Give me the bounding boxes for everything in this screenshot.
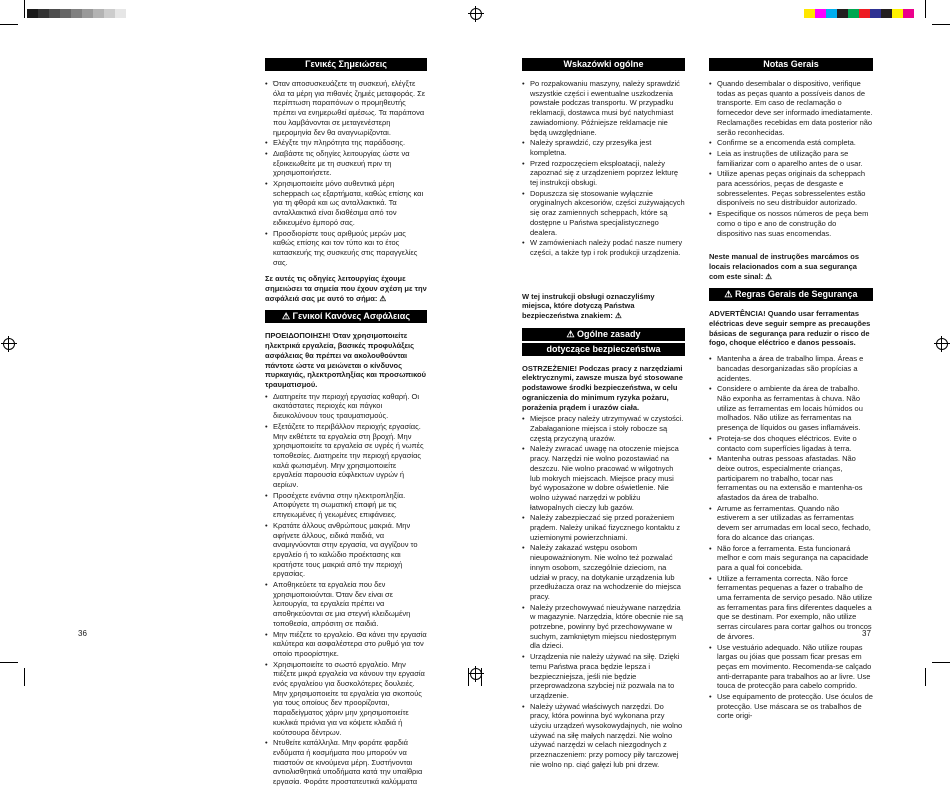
list-item: • Utilize a ferramenta correcta. Não force ferramentas pequenas a fazer o trabalho de uma ferramenta de serviço pesado. Não utilize as ferramentas para fins diferentes daqueles a que se destinam. Por exemplo, não utilize serras circulares para cortar galhos ou troncos de árvores. xyxy=(709,574,873,642)
crop-mark xyxy=(925,0,926,18)
greek-warning: ΠΡΟΕΙΔΟΠΟΙΗΣΗ! Όταν χρησιμοποιείτε ηλεκτρικά εργαλεία, βασικές προφυλάξεις ασφάλειας θα πρέπει να ακολουθούνται πάντοτε ώστε να μειώνεται ο κίνδυνος πυρκαγιάς, ηλεκτροπληξίας και προσωπικού τραυματισμού. xyxy=(265,331,426,389)
list-item: • Należy przechowywać nieużywane narzędzia w magazynie. Narzędzia, które obecnie nie są potrzebne, powinny być przechowywane w suchym, zamkniętym miejscu niedostępnym dla dzieci. xyxy=(522,603,685,652)
list-item: • Use equipamento de protecção. Use óculos de protecção. Use máscara se os trabalhos de corte origi- xyxy=(709,692,873,721)
greek-column xyxy=(265,58,427,787)
list-item: • Mantenha a área de trabalho limpa. Áreas e bancadas desorganizadas são propícias a acidentes. xyxy=(709,354,873,383)
list-item: • Use vestuário adequado. Não utilize roupas largas ou jóias que possam ficar presas em peças em movimento. Recomenda-se calçado anti-derrapante para trabalhos ao ar livre. Use touca de protecção para cabelo comprido. xyxy=(709,643,873,692)
color-swatch xyxy=(892,9,903,18)
greek-safety-note: Σε αυτές τις οδηγίες λειτουργίας έχουμε σημειώσει τα σημεία που έχουν σχέση με την ασφάλειά σας με αυτό το σήμα: ⚠ xyxy=(265,274,427,303)
list-item: • Μην πιέζετε το εργαλείο. Θα κάνει την εργασία καλύτερα και ασφαλέστερα στο ρυθμό για τον οποίο προορίστηκε. xyxy=(265,630,427,659)
list-item: • Ελέγξτε την πληρότητα της παράδοσης. xyxy=(265,138,427,148)
greek-general-notes-heading: Γενικές Σημειώσεις xyxy=(265,58,427,71)
list-item: • Proteja-se dos choques eléctricos. Evite o contacto com superfícies ligadas à terra. xyxy=(709,434,873,453)
list-item: • Mantenha outras pessoas afastadas. Não deixe outros, especialmente crianças, participarem no trabalho, tocar nas ferramentas ou na extensão e mantenha-os afastados da área de trabalho. xyxy=(709,454,873,503)
list-item: • Προσδιορίστε τους αριθμούς μερών μας καθώς επίσης και τον τύπο και το έτος κατασκευής της συσκευής στις παραγγελίες σας. xyxy=(265,229,427,268)
color-swatch xyxy=(38,9,49,18)
portuguese-safety-note: Neste manual de instruções marcámos os locais relacionados com a sua segurança com este sinal: ⚠ xyxy=(709,252,860,281)
portuguese-warning: ADVERTÊNCIA! Quando usar ferramentas eléctricas deve seguir sempre as precauções básicas de segurança para reduzir o risco de fogo, choque eléctrico e danos pessoais. xyxy=(709,309,871,348)
list-item: • Especifique os nossos números de peça bem como o tipo e ano de construção do dispositivo nas suas encomendas. xyxy=(709,209,873,238)
crop-mark xyxy=(481,668,482,686)
color-swatch xyxy=(49,9,60,18)
list-item: • Po rozpakowaniu maszyny, należy sprawdzić wszystkie części i ewentualne uszkodzenia powstałe podczas transportu. W przypadku reklamacji, dostawca musi być natychmiast zawiadomiony. Późniejsze reklamacje nie będą uwzględniane. xyxy=(522,79,685,137)
list-item: • Διατηρείτε την περιοχή εργασίας καθαρή. Οι ακατάστατες περιοχές και πάγκοι διευκολύνουν τους τραυματισμούς. xyxy=(265,392,427,421)
list-item: • Miejsce pracy należy utrzymywać w czystości. Zabałaganione miejsca i stoły robocze są częstą przyczyną urazów. xyxy=(522,414,685,443)
list-item: • Προσέχετε ενάντια στην ηλεκτροπληξία. Αποφύγετε τη σωματική επαφή με τις επιγειωμένες ή γειωμένες επιφάνειες. xyxy=(265,491,427,520)
color-swatch xyxy=(804,9,815,18)
portuguese-safety-rules-heading: ⚠ Regras Gerais de Segurança xyxy=(709,288,873,301)
color-swatch xyxy=(815,9,826,18)
list-item: • Arrume as ferramentas. Quando não estiverem a ser utilizadas as ferramentas devem ser arrumadas em local seco, fechado, fora do alcance das crianças. xyxy=(709,504,873,543)
color-swatch xyxy=(837,9,848,18)
list-item: • Urządzenia nie należy używać na siłę. Dzięki temu Państwa praca będzie lepsza i bezpieczniejsza, jeśli nie będzie przeprowadzona szybciej niż pozwala na to urządzenie. xyxy=(522,652,685,701)
list-item: • Należy używać właściwych narzędzi. Do pracy, która powinna być wykonana przy użyciu urządzeń wysokowydajnych, nie wolno używać na siłę małych narzędzi. Nie wolno używać narzędzi w celach niezgodnych z przeznaczeniem: przy pomocy piły tarczowej nie wolno np. ciąć gałęzi lub pni drzew. xyxy=(522,702,685,770)
list-item: • Należy zwracać uwagę na otoczenie miejsca pracy. Narzędzi nie wolno pozostawiać na deszczu. Nie wolno pracować w wilgotnych lub mokrych miejscach. Miejsce pracy musi być wyposażone w dobre oświetlenie. Nie wolno używać narzędzi w pobliżu łatwopalnych cieczy lub gazów. xyxy=(522,444,685,512)
list-item: • Leia as instruções de utilização para se familiarizar com o aparelho antes de o usar. xyxy=(709,149,873,168)
color-swatch xyxy=(881,9,892,18)
color-swatch xyxy=(93,9,104,18)
list-item: • Należy zabezpieczać się przed porażeniem prądem. Należy unikać fizycznego kontaktu z uziemionymi powierzchniami. xyxy=(522,513,685,542)
greek-safety-rules-heading: ⚠ Γενικοί Κανόνες Ασφάλειας xyxy=(265,310,427,323)
crop-mark xyxy=(24,0,25,18)
greek-safety-rules-list xyxy=(265,392,427,787)
polish-general-notes-heading: Wskazówki ogólne xyxy=(522,58,685,71)
color-swatch xyxy=(82,9,93,18)
color-swatch xyxy=(27,9,38,18)
list-item: • Przed rozpoczęciem eksploatacji, należy zapoznać się z urządzeniem poprzez lekturę tej instrukcji obsługi. xyxy=(522,159,685,188)
crop-mark xyxy=(24,668,25,686)
list-item: • Όταν αποσυσκευάζετε τη συσκευή, ελέγξτε όλα τα μέρη για πιθανές ζημιές μεταφοράς. Σε περίπτωση παραπόνων ο προμηθευτής πρέπει να ενημερωθεί αμέσως. Τα παράπονα που λαμβάνονται σε μεταγενέστερη ημερομηνία δεν θα αναγνωρίζονται. xyxy=(265,79,427,137)
list-item: • Dopuszcza się stosowanie wyłącznie oryginalnych akcesoriów, części zużywających się oraz zamiennych scheppach, które są dostępne u Państwa specjalistycznego dealera. xyxy=(522,189,685,238)
color-swatch xyxy=(848,9,859,18)
list-item: • Χρησιμοποιείτε το σωστό εργαλείο. Μην πιέζετε μικρά εργαλεία να κάνουν την εργασία ενός εργαλείου για δυσκολότερες δουλειές. Μην χρησιμοποιείτε τα εργαλεία για σκοπούς για τους οποίους δεν προορίζονται, παραδείγματος χάριν μην χρησιμοποιείτε κυκλικά πριόνια για να κόψετε κλαδιά ή κούτσουρα δέντρων. xyxy=(265,660,427,738)
list-item: • Confirme se a encomenda está completa. xyxy=(709,138,873,148)
polish-safety-note: W tej instrukcji obsługi oznaczyliśmy miejsca, które dotyczą Państwa bezpieczeństwa znakiem: ⚠ xyxy=(522,291,655,321)
polish-safety-heading-line-2: dotyczące bezpieczeństwa xyxy=(522,343,685,356)
portuguese-general-notes-list xyxy=(709,79,873,238)
list-item: • Διαβάστε τις οδηγίες λειτουργίας ώστε να εξοικειωθείτε με τη συσκευή πριν τη χρησιμοποιήσετε. xyxy=(265,149,427,178)
crop-mark xyxy=(0,662,18,663)
polish-column xyxy=(522,58,685,769)
polish-safety-heading-line-1: ⚠ Ogólne zasady xyxy=(522,328,685,341)
list-item: • Ντυθείτε κατάλληλα. Μην φοράτε φαρδιά ενδύματα ή κοσμήματα που μπορούν να πιαστούν σε κινούμενα μέρη. Συστήνονται αντιολισθητικά υποδήματα κατά την υπαίθρια εργασία. Φοράτε προστατευτικά καλύμματα xyxy=(265,738,427,787)
polish-safety-rules-list xyxy=(522,414,685,769)
list-item: • Należy sprawdzić, czy przesyłka jest kompletna. xyxy=(522,138,685,157)
color-swatch xyxy=(115,9,126,18)
list-item: • W zamówieniach należy podać nasze numery części, a także typ i rok produkcji urządzenia. xyxy=(522,238,685,257)
color-swatch xyxy=(903,9,914,18)
registration-mark-top xyxy=(470,8,482,20)
list-item: • Αποθηκεύετε τα εργαλεία που δεν χρησιμοποιούνται. Όταν δεν είναι σε λειτουργία, τα εργαλεία πρέπει να αποθηκεύονται σε μια στεγνή κλειδωμένη τοποθεσία, απρόσιτη σε παιδιά. xyxy=(265,580,427,629)
color-swatch xyxy=(104,9,115,18)
registration-mark-right xyxy=(936,338,948,350)
crop-mark xyxy=(932,662,950,663)
registration-mark-left xyxy=(3,338,15,350)
page-number-left: 36 xyxy=(78,629,87,638)
list-item: • Należy zakazać wstępu osobom nieupoważnionym. Nie wolno też pozwalać innym osobom, szczególnie dzieciom, na udział w pracy, na dotykanie urządzenia lub przedłużacza oraz na wchodzenie do miejsca pracy. xyxy=(522,543,685,601)
list-item: • Εξετάζετε το περιβάλλον περιοχής εργασίας. Μην εκθέτετε τα εργαλεία στη βροχή. Μην χρησιμοποιείτε τα εργαλεία σε υγρές ή νωπές τοποθεσίες. Διατηρείτε την περιοχή εργασίας καλά φωτισμένη. Μην χρησιμοποιείτε εργαλεία παρουσία εύφλεκτων υγρών ή αερίων. xyxy=(265,422,427,490)
color-swatch xyxy=(859,9,870,18)
portuguese-safety-rules-list xyxy=(709,354,873,721)
crop-mark xyxy=(932,24,950,25)
color-bar xyxy=(804,9,914,18)
portuguese-general-notes-heading: Notas Gerais xyxy=(709,58,873,71)
page-number-right: 37 xyxy=(862,629,871,638)
crop-mark xyxy=(925,668,926,686)
color-swatch xyxy=(71,9,82,18)
greek-general-notes-list xyxy=(265,79,427,267)
polish-general-notes-list xyxy=(522,79,685,258)
list-item: • Κρατάτε άλλους ανθρώπους μακριά. Μην αφήνετε άλλους, ειδικά παιδιά, να αναμιγνύονται στην εργασία, να αγγίζουν το εργαλείο ή το καλώδιο προέκτασης και κρατήστε τους μακριά από την περιοχή εργασίας. xyxy=(265,521,427,579)
polish-warning: OSTRZEŻENIE! Podczas pracy z narzędziami elektrycznymi, zawsze musza być stosowane podstawowe środki bezpieczeństwa, w celu ograniczenia do minimum ryzyka pożaru, porażenia prądem i urazów ciała. xyxy=(522,363,683,412)
list-item: • Não force a ferramenta. Esta funcionará melhor e com mais segurança na capacidade para a qual foi concebida. xyxy=(709,544,873,573)
grayscale-bar xyxy=(27,9,126,18)
crop-mark xyxy=(0,24,18,25)
list-item: • Considere o ambiente da área de trabalho. Não exponha as ferramentas à chuva. Não utilize as ferramentas em locais húmidos ou molhados. Não utilize as ferramentas na presença de líquidos ou gases inflamáveis. xyxy=(709,384,873,433)
color-swatch xyxy=(870,9,881,18)
list-item: • Quando desembalar o dispositivo, verifique todas as peças quanto a possíveis danos de transporte. Em caso de reclamação o fornecedor deve ser informado imediatamente. Reclamações recebidas em data posterior não serão reconhecidas. xyxy=(709,79,873,137)
list-item: • Utilize apenas peças originais da scheppach para acessórios, peças de desgaste e sobresselentes. Peças sobresselentes estão disponíveis no seu distribuidor autorizado. xyxy=(709,169,873,208)
list-item: • Χρησιμοποιείτε μόνο αυθεντικά μέρη scheppach ως εξαρτήματα, καθώς επίσης και για τη φθορά και ως ανταλλακτικά. Τα ανταλλακτικά είναι διαθέσιμα από τον ειδικευμένο έμπορό σας. xyxy=(265,179,427,228)
crop-mark xyxy=(468,668,469,686)
color-swatch xyxy=(826,9,837,18)
color-swatch xyxy=(60,9,71,18)
